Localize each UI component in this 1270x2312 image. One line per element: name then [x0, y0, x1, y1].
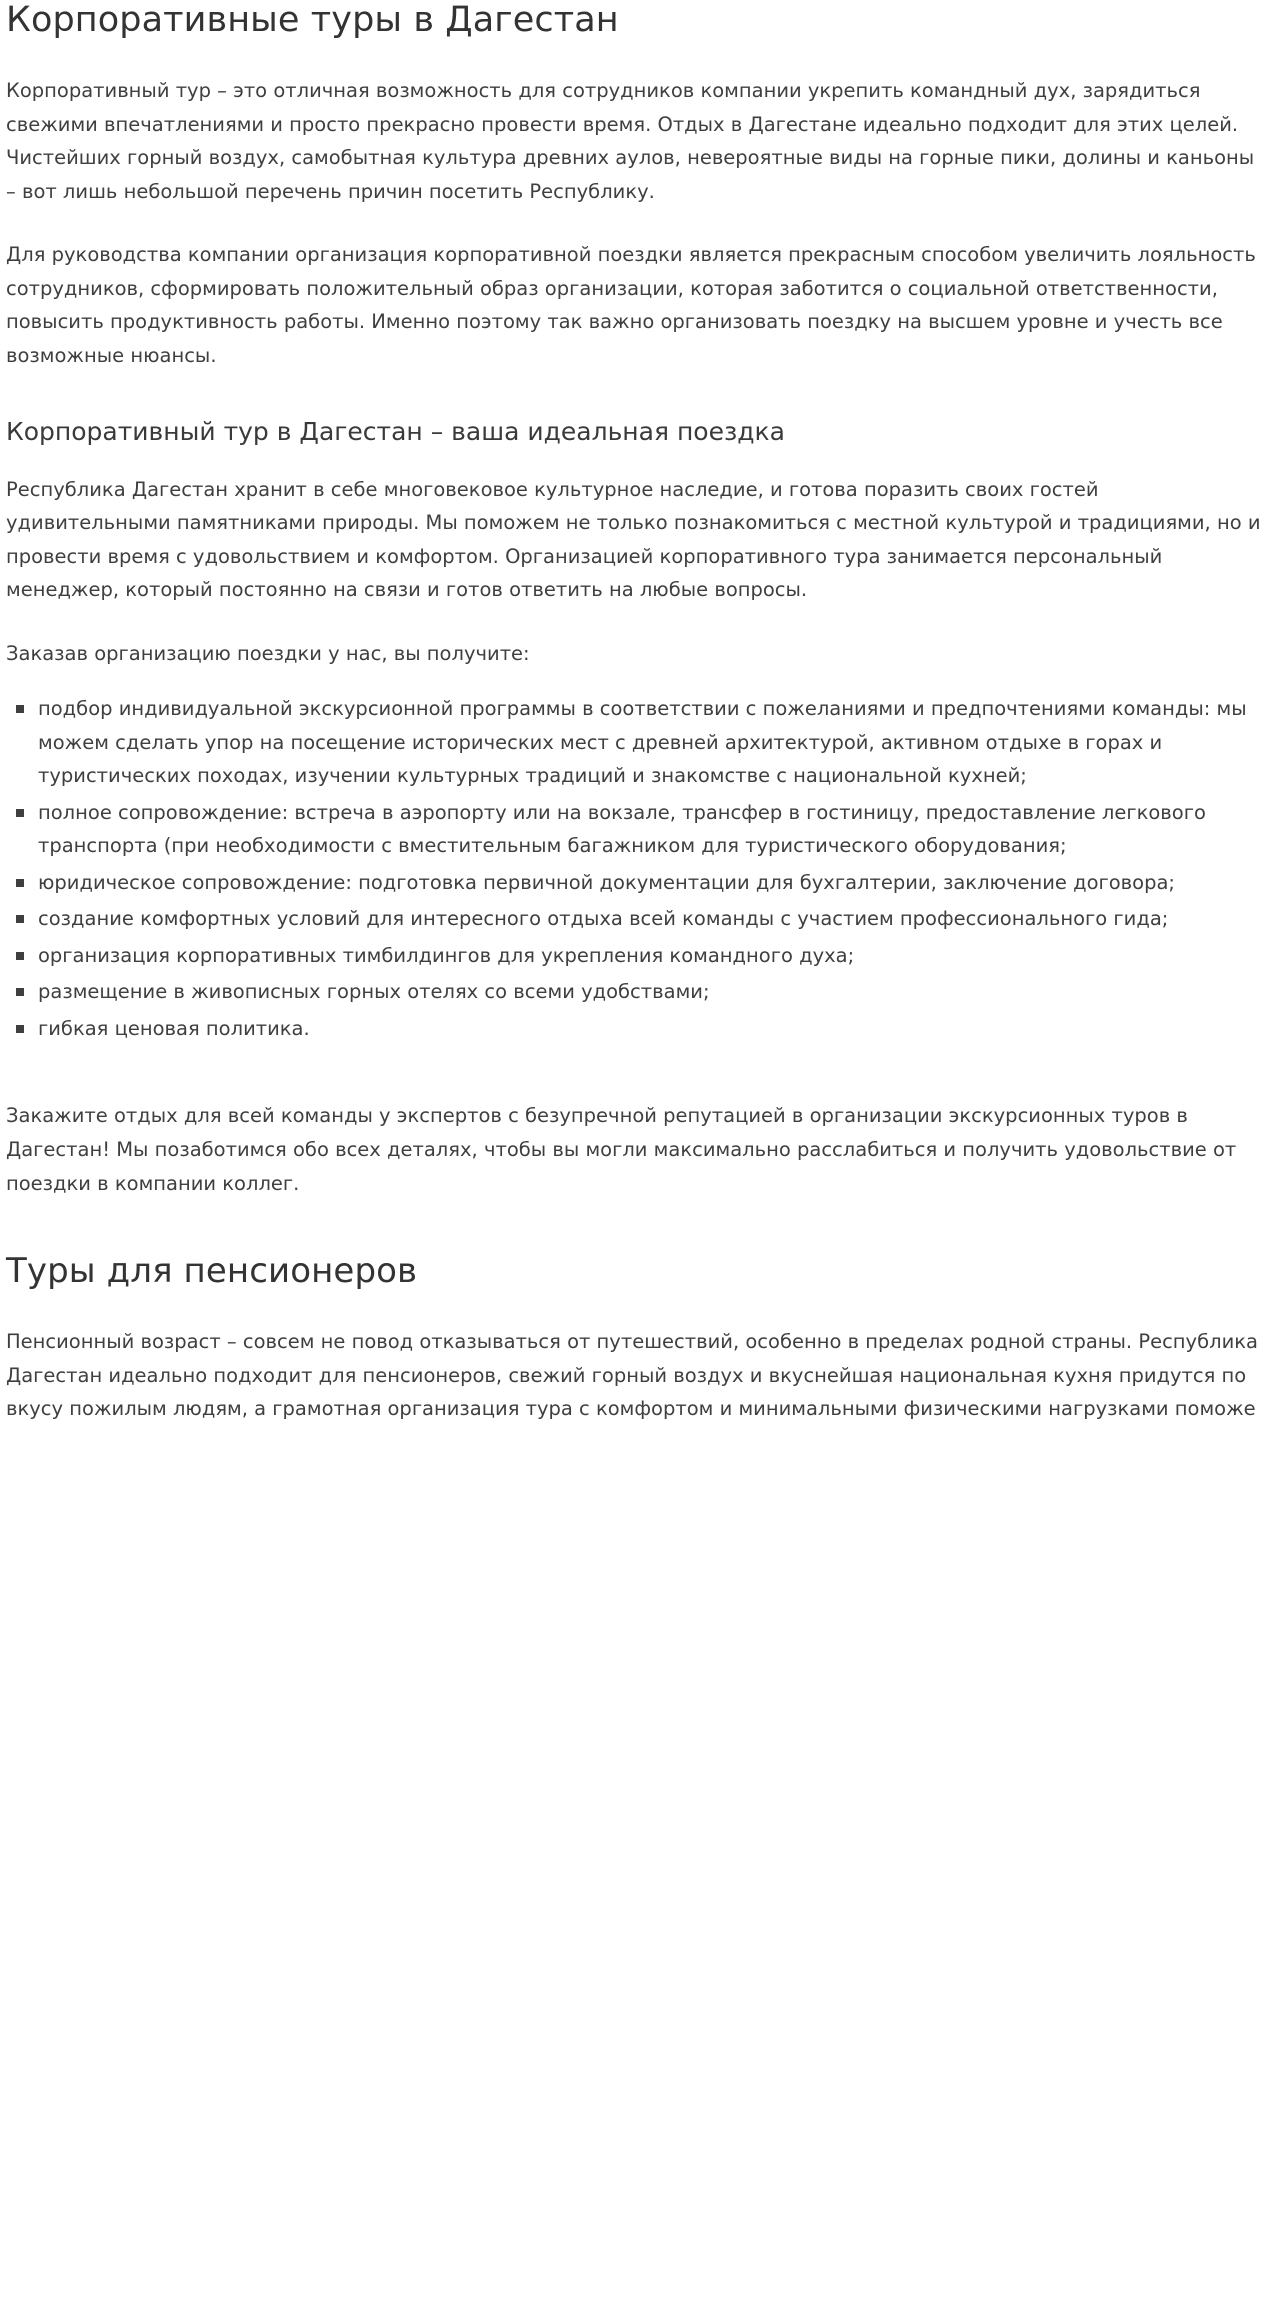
intro-paragraph-1: Корпоративный тур – это отличная возможность для сотрудников компании укрепить командный дух, зарядиться свежими впечатлениями и просто прекрасно провести время. Отдых в Дагестане идеально подходит для этих целей. Чистейших горный воздух, самобытная культура древних аулов, невероятные виды на горные пики, долины и каньоны – вот лишь небольшой перечень причин посетить Республику. [6, 79, 1255, 203]
intro-paragraph-2: Для руководства компании организация корпоративной поездки является прекрасным способом увеличить лояльность сотрудников, сформировать положительный образ организации, которая заботится о социальной ответственности, повысить продуктивность работы. Именно поэтому так важно организовать поездку на высшем уровне и учесть все возможные нюансы. [6, 243, 1256, 367]
section-title-pensioners: Туры для пенсионеров [6, 1251, 418, 1292]
section-intro-paragraph: Республика Дагестан хранит в себе многовековое культурное наследие, и готова поразить своих гостей удивительными памятниками природы. Мы поможем не только познакомиться с местной культурой и традициями, но и провести время с удовольствием и комфортом. Организацией корпоративного тура занимается персональный менеджер, который постоянно на связи и готов ответить на любые вопросы. [6, 477, 1261, 602]
page-title: Корпоративные туры в Дагестан [6, 0, 619, 40]
pensioners-paragraph: Пенсионный возраст – совсем не повод отказываться от путешествий, особенно в пределах родной страны. Республика Дагестан идеально подходит для пенсионеров, свежий горный воздух и вкуснейшая национальная кухня придутся по вкусу пожилым людям, а грамотная организация тура с комфортом и минимальными физическими нагрузками поможе [6, 1330, 1258, 1421]
list-item: полное сопровождение: встреча в аэропорту или на вокзале, трансфер в гостиницу, предоставление легкового транспорта (при необходимости с вместительным багажником для туристического оборудования; [6, 796, 1262, 863]
list-item: юридическое сопровождение: подготовка первичной документации для бухгалтерии, заключение договора; [6, 866, 1262, 900]
list-item: создание комфортных условий для интересного отдыха всей команды с участием профессионального гида; [6, 902, 1262, 936]
list-item: подбор индивидуальной экскурсионной программы в соответствии с пожеланиями и предпочтениями команды: мы можем сделать упор на посещение исторических мест с древней архитектурой, активном отдыхе в горах и туристических походах, изучении культурных традиций и знакомстве с национальной кухней; [6, 692, 1262, 793]
section-heading-corporate-tour: Корпоративный тур в Дагестан – ваша идеальная поездка [6, 416, 785, 446]
content-spacer [6, 1073, 1262, 1099]
closing-paragraph: Закажите отдых для всей команды у экспертов с безупречной репутацией в организации экскурсионных туров в Дагестан! Мы позаботимся обо всех деталях, чтобы вы могли максимально расслабиться и получить удовольствие от поездки в компании коллег. [6, 1104, 1237, 1195]
list-lead-text: Заказав организацию поездки у нас, вы получите: [6, 641, 530, 665]
list-item: организация корпоративных тимбилдингов для укрепления командного духа; [6, 939, 1262, 973]
benefits-list [6, 692, 1262, 1045]
list-item: гибкая ценовая политика. [6, 1012, 1262, 1046]
list-item: размещение в живописных горных отелях со всеми удобствами; [6, 975, 1262, 1009]
